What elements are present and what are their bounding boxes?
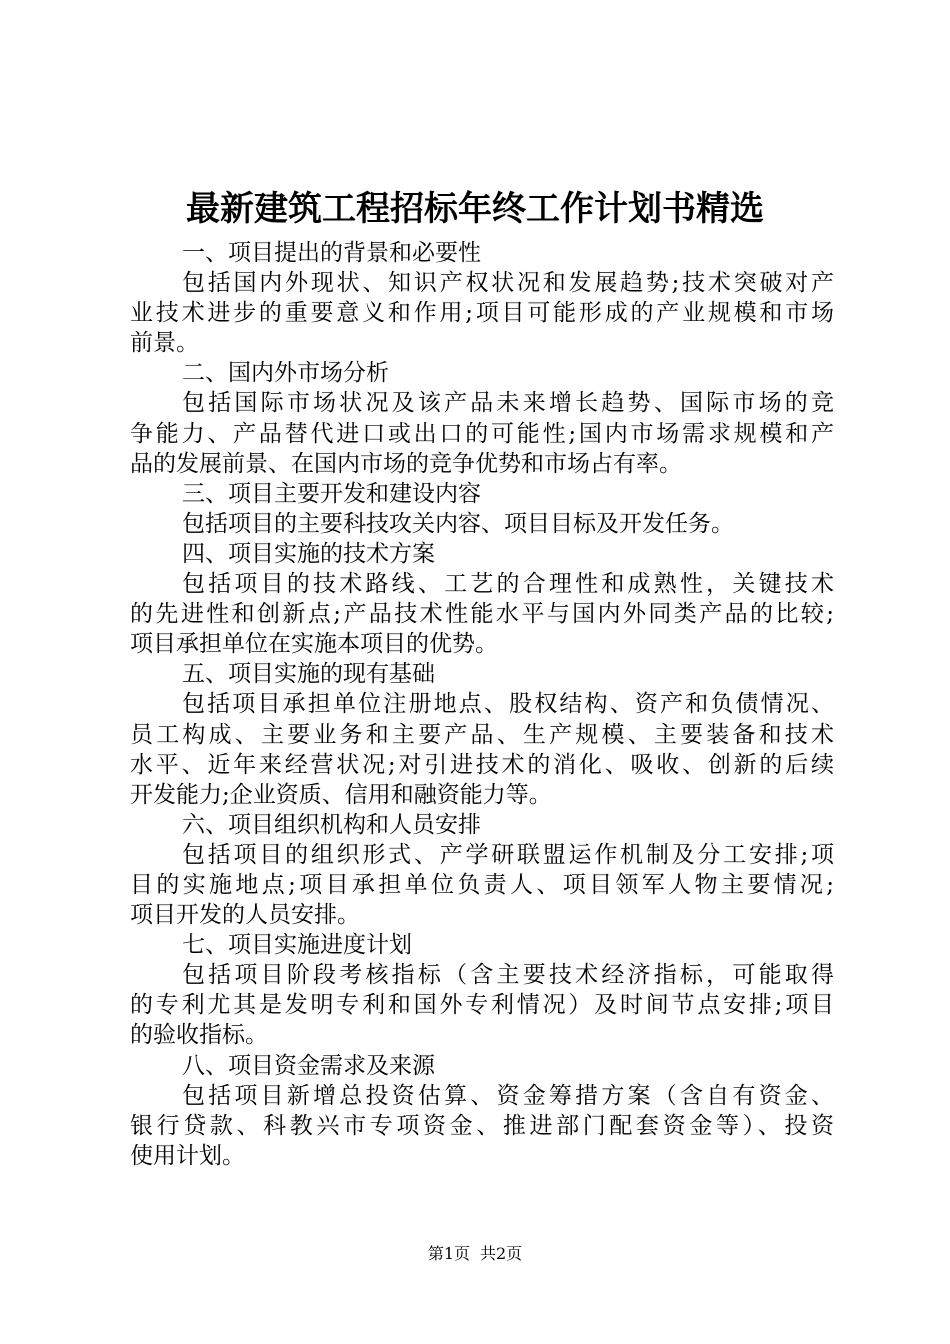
paragraph-line: 项目承担单位在实施本项目的优势。 [130,631,498,658]
paragraph-line: 的专利尤其是发明专利和国外专利情况）及时间节点安排;项目 [130,992,834,1019]
section-heading-2: 二、国内外市场分析 [182,360,389,387]
paragraph-line: 项目开发的人员安排。 [130,902,360,929]
document-body [130,238,834,1171]
paragraph-line: 包括项目的组织形式、产学研联盟运作机制及分工安排;项 [182,841,834,868]
section-heading-6: 六、项目组织机构和人员安排 [182,811,481,838]
paragraph-line: 开发能力;企业资质、信用和融资能力等。 [130,781,552,808]
document-title: 最新建筑工程招标年终工作计划书精选 [186,189,764,229]
paragraph-line: 使用计划。 [130,1142,245,1169]
paragraph-line: 包括项目承担单位注册地点、股权结构、资产和负债情况、 [182,691,834,718]
section-heading-4: 四、项目实施的技术方案 [182,540,435,567]
paragraph-line: 包括项目新增总投资估算、资金筹措方案（含自有资金、 [182,1082,834,1109]
section-heading-1: 一、项目提出的背景和必要性 [182,240,481,266]
paragraph-line: 目的实施地点;项目承担单位负责人、项目领军人物主要情况; [130,871,834,898]
paragraph-line: 的先进性和创新点;产品技术性能水平与国内外同类产品的比较; [130,601,834,628]
section-heading-3: 三、项目主要开发和建设内容 [182,480,481,507]
paragraph-line: 品的发展前景、在国内市场的竞争优势和市场占有率。 [130,450,682,477]
paragraph-line: 包括国内外现状、知识产权状况和发展趋势;技术突破对产 [182,270,834,297]
paragraph-line: 前景。 [130,330,199,357]
page-number-total: 共2页 [480,1244,523,1263]
paragraph-line: 包括项目的主要科技攻关内容、项目目标及开发任务。 [182,510,734,537]
page-number-current: 第1页 [427,1244,470,1263]
paragraph-line: 业技术进步的重要意义和作用;项目可能形成的产业规模和市场 [130,300,834,327]
paragraph-line: 包括国际市场状况及该产品未来增长趋势、国际市场的竞 [182,390,834,417]
paragraph-line: 水平、近年来经营状况;对引进技术的消化、吸收、创新的后续 [130,751,834,778]
section-heading-8: 八、项目资金需求及来源 [182,1052,435,1079]
paragraph-line: 员工构成、主要业务和主要产品、生产规模、主要装备和技术 [130,721,834,748]
section-heading-7: 七、项目实施进度计划 [182,932,412,959]
paragraph-line: 的验收指标。 [130,1022,268,1049]
section-heading-5: 五、项目实施的现有基础 [182,661,435,688]
page-footer [0,1244,950,1264]
paragraph-line: 包括项目阶段考核指标（含主要技术经济指标，可能取得 [182,962,834,989]
paragraph-line: 包括项目的技术路线、工艺的合理性和成熟性，关键技术 [182,571,834,598]
paragraph-line: 银行贷款、科教兴市专项资金、推进部门配套资金等）、投资 [130,1112,834,1139]
paragraph-line: 争能力、产品替代进口或出口的可能性;国内市场需求规模和产 [130,420,834,447]
